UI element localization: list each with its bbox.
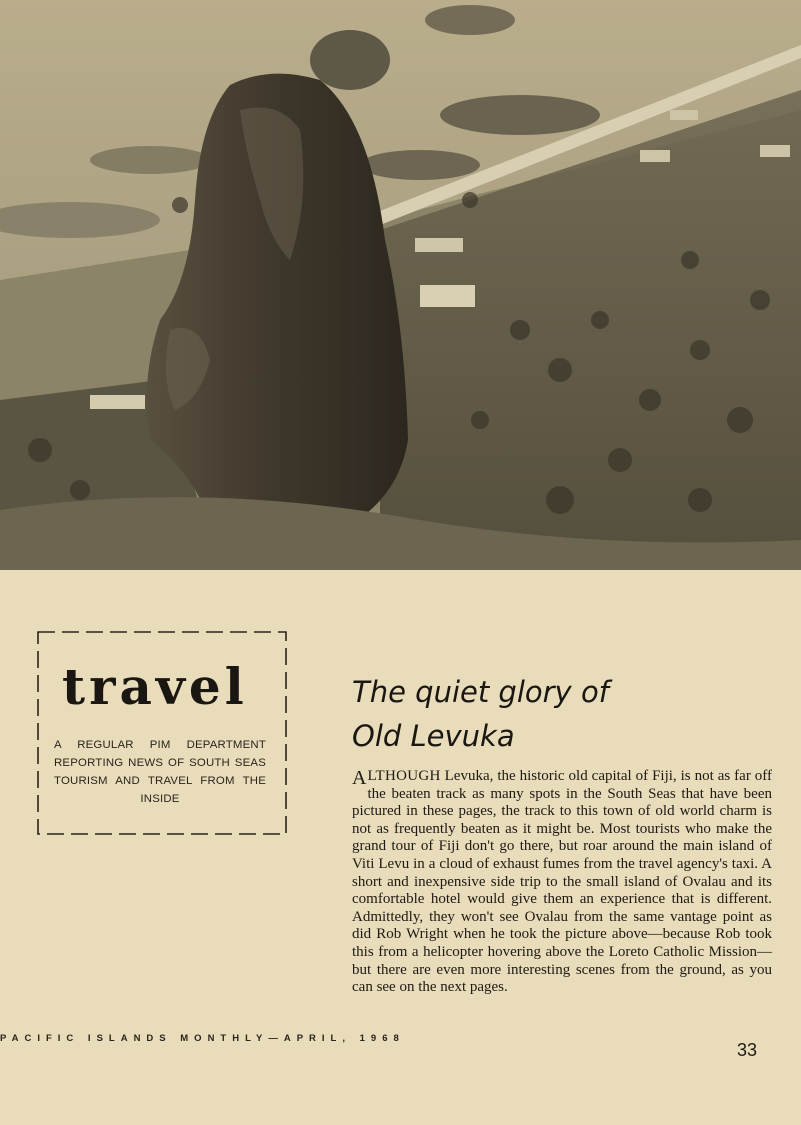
- article-body: [352, 768, 772, 997]
- department-description: A REGULAR PIM DEPARTMENT REPORTING NEWS OF SOUTH SEAS TOURISM AND TRAVEL FROM THE INSIDE: [54, 739, 266, 805]
- article-text: Levuka, the historic old capital of Fiji, is not as far off the beaten track as many spots in the South Seas that have been pictured in these pages, the track to this town of old world charm is not as frequently beaten as it might be. Most tourists who make the grand tour of Fiji don't go there, but roar around the main island of Viti Levu in a cloud of exhaust fumes from the travel agency's taxi. A short and inexpensive side trip to the small island of Ovalau and its comfortable hotel would give them an experience that is different. Admittedly, they won't see Ovalau from the same vantage point as did Rob Wright when he took the picture above—because Rob took this from a helicopter hovering above the Loreto Catholic Mission—but there are even more interesting scenes from the ground, as you can see on the next pages.: [352, 768, 772, 996]
- headline-line-1: The quiet glory of: [352, 675, 609, 709]
- department-title: travel: [62, 657, 248, 716]
- headline-line-2: Old Levuka: [352, 719, 515, 753]
- article-headline: [352, 670, 782, 758]
- lead-caps: LTHOUGH: [367, 768, 441, 784]
- publication-footer: PACIFIC ISLANDS MONTHLY—APRIL, 1968: [0, 1033, 405, 1044]
- department-box: [36, 630, 288, 836]
- page-number: 33: [737, 1040, 758, 1060]
- drop-cap: A: [352, 767, 367, 789]
